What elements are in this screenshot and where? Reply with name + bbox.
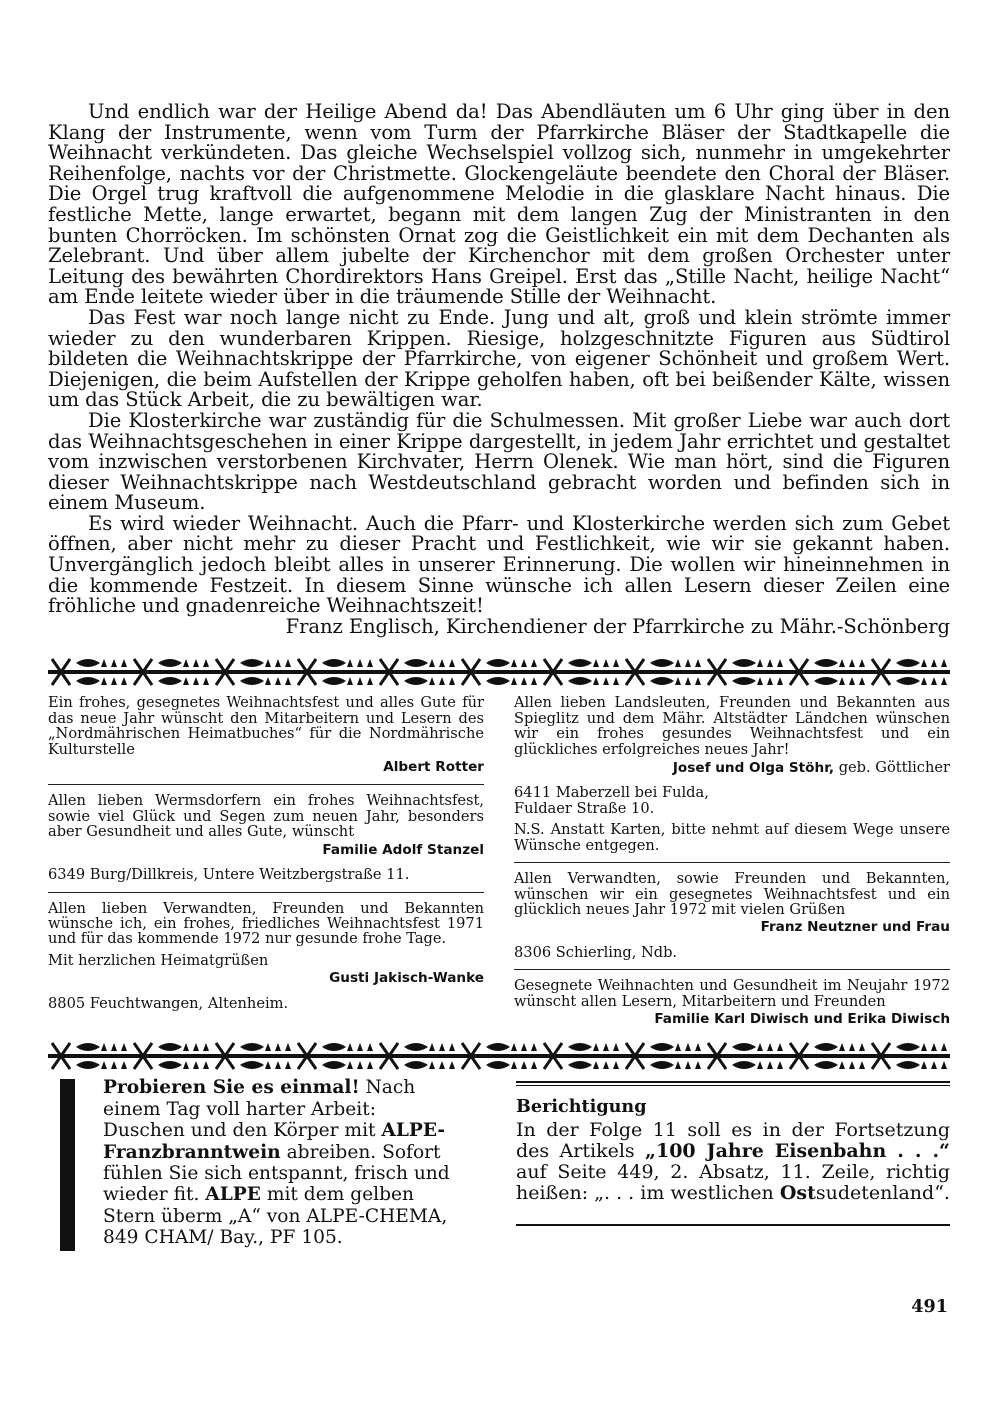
ad-lead: Probieren Sie es einmal! xyxy=(103,1077,360,1099)
greeting-stoehr xyxy=(514,695,950,853)
greeting-signature xyxy=(514,760,950,776)
greeting-signature-name: Josef und Olga Stöhr, xyxy=(672,760,835,777)
article-paragraph: Die Klosterkirche war zuständig für die Schulmessen. Mit großer Liebe war auch dort das Weihnachtsgeschehen in einer Krippe dargestellt, in jedem Jahr errichtet und gestaltet vom inzwischen verstorbenen Kirchvater, Herrn Olenek. Wie man hört, sind die Figuren dieser Weihnachtskrippe nach Westdeutschland gebracht worden und befinden sich in einem Museum. xyxy=(48,408,950,515)
greeting-extra: Mit herzlichen Heimatgrüßen xyxy=(48,951,269,969)
article-paragraph: Und endlich war der Heilige Abend da! Das Abendläuten um 6 Uhr ging über in den Klang der Instrumente, wenn vom Turm der Pfarrkirche Bläser der Stadtkapelle die Weihnacht verkündeten. Das gleiche Wechselspiel vollzog sich, nunmehr in umgekehrter Reihenfolge, nachts vor der Christmette. Glockengeläute beendete den Choral der Bläser. Die Orgel trug kraftvoll die aufgenommene Melodie in die glasklare Nacht hinaus. Die festliche Mette, lange erwartet, begann mit dem langen Zug der Ministranten in den bunten Chorröcken. Im schönsten Ornat zog die Geistlichkeit ein mit dem Dechanten als Zelebrant. Und über allem jubelte der Kirchenchor mit dem großen Orchester unter Leitung des bewährten Chordirektors Hans Greipel. Erst das „Stille Nacht, heilige Nacht“ am Ende leitete wieder über in die träumende Stille der Weihnacht. xyxy=(48,100,950,309)
ornament-band-bottom xyxy=(48,1039,950,1073)
divider xyxy=(514,862,950,863)
correction-box xyxy=(516,1077,950,1251)
greeting-note: N.S. Anstatt Karten, bitte nehmt auf diesem Wege unsere Wünsche entgegen. xyxy=(514,821,950,854)
divider xyxy=(48,784,484,785)
greetings-section xyxy=(48,695,950,1027)
correction-rule-top-thin xyxy=(516,1085,950,1086)
greeting-text: Allen lieben Verwandten, Freunden und Bekannten wünsche ich, ein frohes, friedliches Weihnachtsfest 1971 und für das kommende 1972 nur gesunde frohe Tage. xyxy=(48,899,484,948)
page-number: 491 xyxy=(911,1296,948,1317)
correction-emphasis: Ost xyxy=(779,1182,816,1205)
greetings-left-column xyxy=(48,695,484,1027)
ad-text xyxy=(103,1077,458,1251)
greeting-text: Gesegnete Weihnachten und Gesundheit im Neujahr 1972 wünscht allen Lesern, Mitarbeitern und Freunden xyxy=(514,977,950,1010)
greeting-stanzel xyxy=(48,793,484,882)
correction-text-part: auf Seite 449, 2. Absatz, 11. Zeile, richtig heißen: „. . . im westlichen xyxy=(516,1161,950,1205)
article-paragraph: Es wird wieder Weihnacht. Auch die Pfarr- und Klosterkirche werden sich zum Gebet öffnen, aber nicht mehr zu dieser Pracht und Festlichkeit, wie wir sie gekannt haben. Unvergänglich jedoch bleibt alles in unserer Erinnerung. Die wollen wir hineinnehmen in die kommende Festzeit. In diesem Sinne wünsche ich allen Lesern dieser Zeilen eine fröhliche und gnadenreiche Weihnachtszeit! xyxy=(48,511,950,618)
correction-text-part: sudetenland“. xyxy=(815,1182,950,1205)
divider xyxy=(514,969,950,970)
greeting-signature: Familie Adolf Stanzel xyxy=(322,841,484,858)
correction-heading: Berichtigung xyxy=(516,1096,647,1118)
ad-text-part: mit dem gelben Stern überm „A“ von ALPE-CHEMA, 849 CHAM/ Bay., PF 105. xyxy=(103,1184,448,1249)
greeting-text: Allen lieben Landsleuten, Freunden und Bekannten aus Spieglitz und dem Mähr. Altstädter Ländchen wünschen wir ein frohes gesundes Weihnachtsfest und ein glückliches erfolgreiches neues Jahr! xyxy=(514,694,950,758)
greeting-signature: Franz Neutzner und Frau xyxy=(760,919,950,936)
correction-rule-top xyxy=(516,1081,950,1083)
correction-rule-bottom xyxy=(516,1224,950,1226)
greeting-address-line2: Fuldaer Straße 10. xyxy=(514,799,655,817)
greeting-address: 8805 Feuchtwangen, Altenheim. xyxy=(48,994,289,1012)
greeting-text: Ein frohes, gesegnetes Weihnachtsfest und alles Gute für das neue Jahr wünscht den Mitarbeitern und Lesern des „Nordmährischen Heimatbuches“ für die Nordmährische Kulturstelle xyxy=(48,694,484,758)
correction-text-part: In der Folge 11 soll es in der Fortsetzung des Artikels xyxy=(516,1119,950,1163)
divider xyxy=(48,892,484,893)
greeting-diwisch xyxy=(514,978,950,1027)
ad-brand: ALPE xyxy=(205,1184,261,1206)
article-paragraph: Das Fest war noch lange nicht zu Ende. Jung und alt, groß und klein strömte immer wieder zu den wunderbaren Krippen. Riesige, holzgeschnitzte Figuren aus Südtirol bildeten die Weihnachtskrippe der Pfarrkirche, von eigener Schönheit und großem Wert. Diejenigen, die beim Aufstellen der Krippe geholfen haben, oft bei beißender Kälte, wissen um das Stück Arbeit, die zu bewältigen war. xyxy=(48,305,950,412)
page xyxy=(48,102,950,1251)
bottom-section xyxy=(48,1077,950,1251)
ad-text-part: Nach einem Tag voll harter Arbeit: Duschen und den Körper mit xyxy=(103,1077,416,1142)
article-signature: Franz Englisch, Kirchendiener der Pfarrkirche zu Mähr.-Schönberg xyxy=(285,614,950,638)
article xyxy=(48,102,950,637)
ad-black-bar xyxy=(60,1079,75,1251)
greeting-signature: Albert Rotter xyxy=(383,759,484,776)
greetings-right-column xyxy=(514,695,950,1027)
greeting-address: 6411 Maberzell bei Fulda, xyxy=(514,784,709,802)
advertisement xyxy=(48,1077,458,1251)
greeting-text: Allen Verwandten, sowie Freunden und Bekannten, wünschen wir ein gesegnetes Weihnachtsfest und ein glücklich neues Jahr 1972 mit vielen Grüßen xyxy=(514,870,950,918)
greeting-signature: Familie Karl Diwisch und Erika Diwisch xyxy=(654,1010,950,1027)
greeting-address: 6349 Burg/Dillkreis, Untere Weitzbergstraße 11. xyxy=(48,866,410,884)
greeting-signature: Gusti Jakisch-Wanke xyxy=(329,970,484,987)
ornament-band-top xyxy=(48,655,950,689)
greeting-jakisch-wanke xyxy=(48,901,484,1011)
correction-body xyxy=(516,1120,950,1204)
greeting-signature-suffix: geb. Göttlicher xyxy=(834,759,950,777)
ad-product: ALPE-Franzbranntwein xyxy=(103,1120,446,1163)
greeting-text: Allen lieben Wermsdorfern ein frohes Weihnachtsfest, sowie viel Glück und Segen zum neuen Jahr, besonders aber Gesundheit und alles Gute, wünscht xyxy=(48,792,484,841)
greeting-neutzner xyxy=(514,871,950,960)
correction-article-title: „100 Jahre Eisenbahn . . .“ xyxy=(645,1140,950,1163)
greeting-rotter xyxy=(48,695,484,775)
greeting-address: 8306 Schierling, Ndb. xyxy=(514,943,678,961)
ad-text-part: abreiben. Sofort fühlen Sie sich entspannt, frisch und wieder fit. xyxy=(103,1141,450,1206)
